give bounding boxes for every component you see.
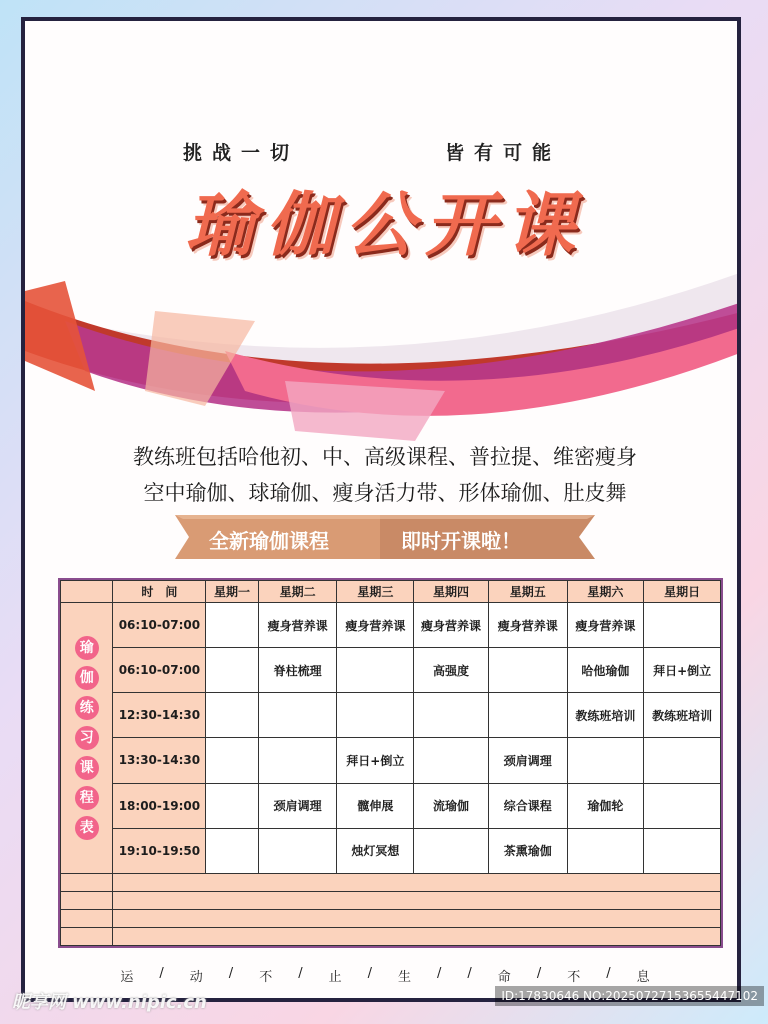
schedule-cell: 拜日+倒立 [644, 648, 721, 693]
schedule-cell [644, 738, 721, 783]
schedule-cell: 瑜伽轮 [567, 783, 644, 828]
schedule-cell: 教练班培训 [644, 693, 721, 738]
schedule-cell: 瘦身营养课 [567, 603, 644, 648]
footer-char: / [536, 966, 542, 981]
time-cell: 06:10-07:00 [113, 603, 206, 648]
empty-row [61, 910, 721, 928]
watermark-logo: 昵享网 www.nipic.cn [12, 992, 207, 1013]
footer-char: 运 [120, 970, 134, 985]
slogan-left: 挑战一切 [183, 142, 300, 164]
schedule-cell: 拜日+倒立 [337, 738, 414, 783]
time-cell: 13:30-14:30 [113, 738, 206, 783]
watermark-id: ID:17830646 NO:20250727153655447102 [495, 986, 764, 1006]
schedule-cell [488, 648, 567, 693]
schedule-cell [414, 693, 489, 738]
schedule-cell [258, 828, 337, 873]
intro-line-2: 空中瑜伽、球瑜伽、瘦身活力带、形体瑜伽、肚皮舞 [143, 481, 627, 505]
table-row [61, 603, 721, 648]
footer-char: 息 [636, 970, 650, 985]
schedule-cell: 哈他瑜伽 [567, 648, 644, 693]
schedule-cell: 瘦身营养课 [488, 603, 567, 648]
schedule-cell [258, 693, 337, 738]
footer-char: 生 [398, 970, 412, 985]
header-cell: 星期三 [337, 581, 414, 603]
footer-char: / [159, 966, 164, 981]
footer-char: / [298, 966, 303, 981]
schedule-cell: 教练班培训 [567, 693, 644, 738]
schedule-cell [337, 648, 414, 693]
schedule-table [58, 578, 723, 948]
table-header-row [61, 581, 721, 603]
poster [21, 17, 741, 1002]
banner-text-right: 即时开课啦！ [401, 529, 521, 553]
empty-row [61, 928, 721, 946]
schedule-cell: 茶熏瑜伽 [488, 828, 567, 873]
schedule-cell [567, 828, 644, 873]
schedule-cell: 瘦身营养课 [258, 603, 337, 648]
time-cell: 06:10-07:00 [113, 648, 206, 693]
time-cell: 18:00-19:00 [113, 783, 206, 828]
side-title-char: 瑜 [75, 636, 99, 660]
banner-text-left: 全新瑜伽课程 [209, 529, 329, 553]
schedule-cell [644, 828, 721, 873]
schedule-cell [337, 693, 414, 738]
footer-char: 不 [259, 970, 273, 985]
schedule-cell [644, 603, 721, 648]
header-cell: 星期日 [644, 581, 721, 603]
footer-char: / [606, 966, 611, 981]
side-title-char: 课 [75, 756, 99, 780]
schedule-cell [206, 783, 258, 828]
header-cell: 星期二 [258, 581, 337, 603]
table-row [61, 738, 721, 783]
schedule-cell: 脊柱梳理 [258, 648, 337, 693]
side-title-char: 伽 [75, 666, 99, 690]
header-cell: 星期四 [414, 581, 489, 603]
schedule-cell [414, 738, 489, 783]
footer-char: 不 [567, 970, 581, 985]
side-title-char: 习 [75, 726, 99, 750]
empty-row [61, 892, 721, 910]
schedule-cell: 烛灯冥想 [337, 828, 414, 873]
footer-slogan [25, 966, 741, 985]
footer-char: / [467, 966, 472, 981]
schedule-cell [206, 693, 258, 738]
schedule-cell: 颈肩调理 [258, 783, 337, 828]
schedule-cell: 颈肩调理 [488, 738, 567, 783]
time-cell: 12:30-14:30 [113, 693, 206, 738]
side-title-char: 练 [75, 696, 99, 720]
schedule-cell: 综合课程 [488, 783, 567, 828]
table-row [61, 648, 721, 693]
schedule-cell [644, 783, 721, 828]
schedule-cell [414, 828, 489, 873]
schedule-cell: 流瑜伽 [414, 783, 489, 828]
footer-char: 命 [497, 970, 511, 985]
schedule-cell: 髋伸展 [337, 783, 414, 828]
header-cell: 时 间 [113, 581, 206, 603]
header-cell: 星期一 [206, 581, 258, 603]
footer-char: 动 [189, 970, 203, 985]
schedule-cell [258, 738, 337, 783]
empty-row [61, 874, 721, 892]
intro-line-1: 教练班包括哈他初、中、高级课程、普拉提、维密瘦身 [133, 445, 637, 469]
schedule-cell [488, 693, 567, 738]
side-title-char: 程 [75, 786, 99, 810]
footer-char: / [367, 966, 372, 981]
course-banner [175, 515, 595, 559]
header-cell: 星期五 [488, 581, 567, 603]
slogan-right: 皆有可能 [445, 142, 562, 164]
schedule-cell: 瘦身营养课 [337, 603, 414, 648]
footer-char: / [228, 966, 234, 981]
schedule-cell [206, 603, 258, 648]
side-title [61, 603, 113, 874]
main-title: 瑜伽公开课 [185, 184, 585, 266]
schedule-cell [567, 738, 644, 783]
side-title-char: 表 [75, 816, 99, 840]
table-row [61, 828, 721, 873]
schedule-cell: 高强度 [414, 648, 489, 693]
schedule-cell [206, 648, 258, 693]
schedule-cell [206, 738, 258, 783]
footer-char: 止 [328, 970, 342, 985]
decorative-ribbon [25, 241, 741, 451]
table-row [61, 693, 721, 738]
table-row [61, 783, 721, 828]
schedule-cell [206, 828, 258, 873]
footer-char: / [437, 966, 442, 981]
time-cell: 19:10-19:50 [113, 828, 206, 873]
header-cell: 星期六 [567, 581, 644, 603]
schedule-cell: 瘦身营养课 [414, 603, 489, 648]
